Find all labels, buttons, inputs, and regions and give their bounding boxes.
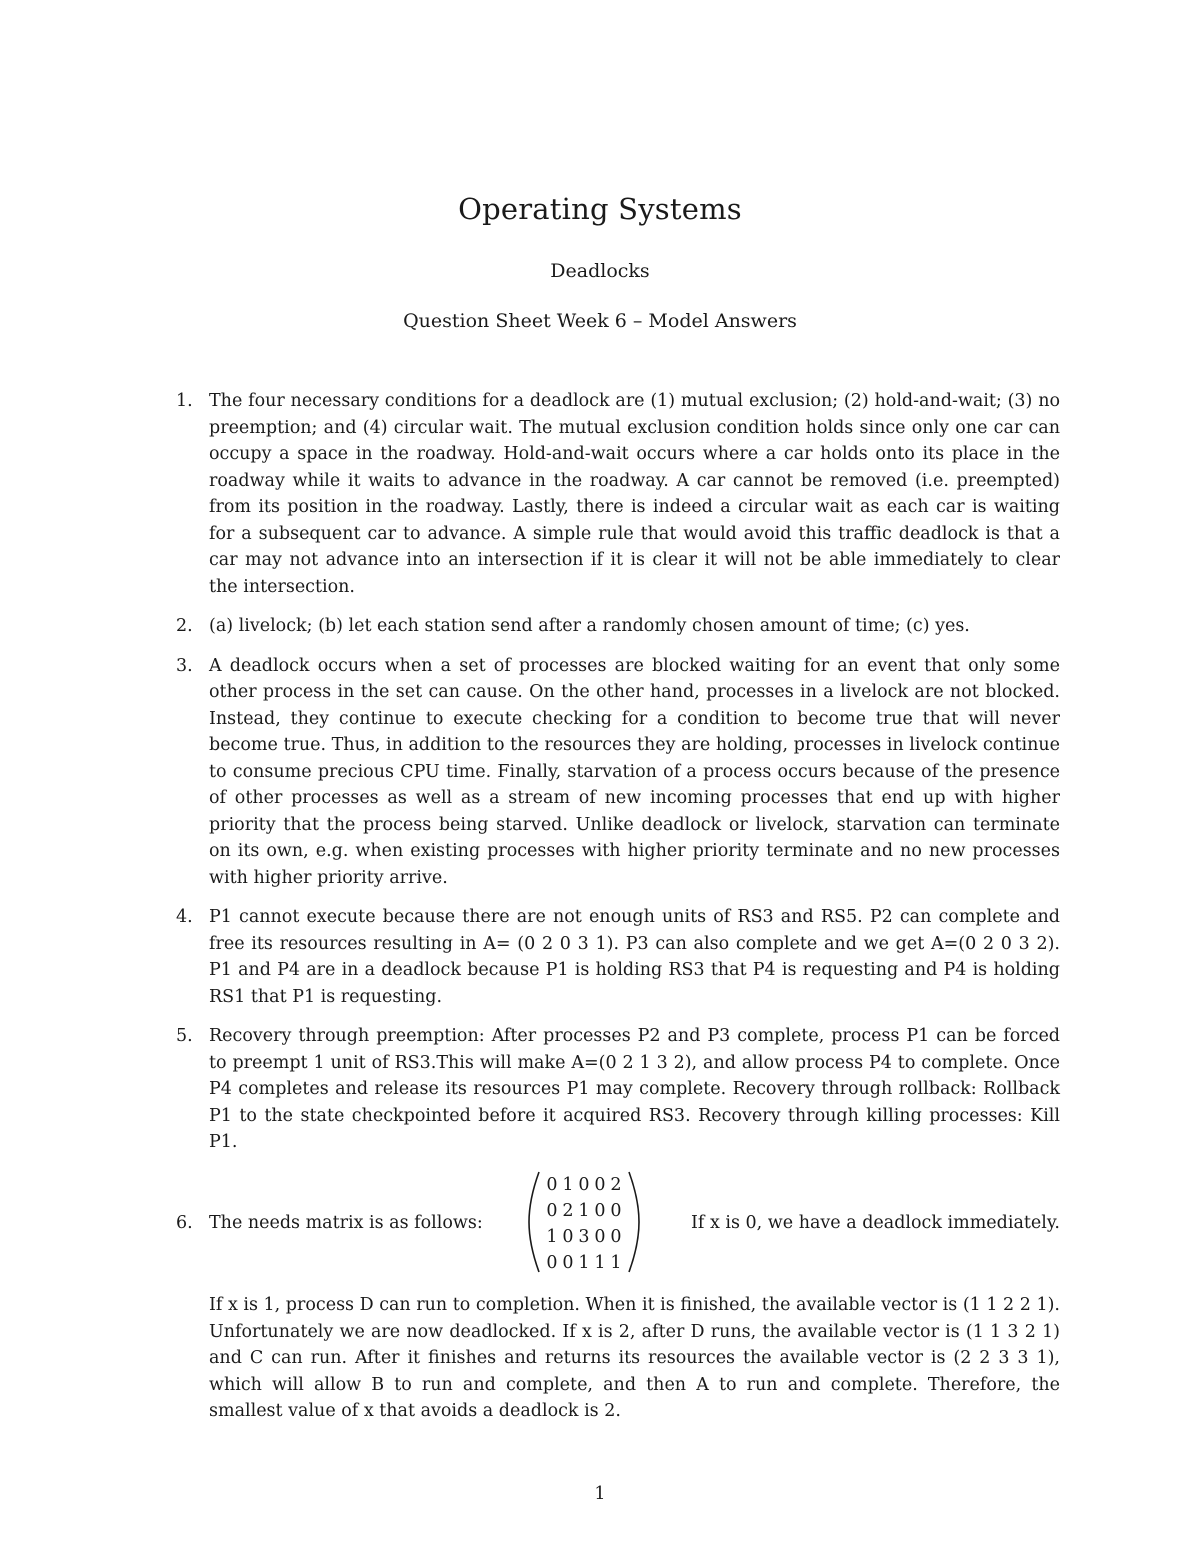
matrix-cell: 0 xyxy=(610,1200,622,1221)
answer-6-continuation xyxy=(174,1292,1060,1425)
matrix-row xyxy=(546,1250,622,1276)
matrix-cell: 2 xyxy=(562,1200,574,1221)
matrix-cell: 0 xyxy=(594,1200,606,1221)
matrix-cell: 0 xyxy=(562,1226,574,1247)
needs-matrix xyxy=(526,1170,642,1278)
matrix-cell: 0 xyxy=(546,1200,558,1221)
answer-text: If x is 1, process D can run to completion. When it is finished, the available vector is (1 1 2 2 1). Unfortunately we are now deadlocked. If x is 2, after D runs, the available vector is (1 1 3 2 1) and C can run. After it finishes and returns its resources the available vector is (2 2 3 3 1), which will allow B to run and complete, and then A to run and complete. Therefore, the smallest value of x that avoids a deadlock is 2. xyxy=(209,1295,1060,1421)
matrix-cell: 1 xyxy=(610,1252,622,1273)
matrix-cell: 0 xyxy=(610,1226,622,1247)
answer-text: Recovery through preemption: After processes P2 and P3 complete, process P1 can be forced to preempt 1 unit of RS3.This will make A=(0 2 1 3 2), and allow process P4 to complete. Once P4 completes and release its resources P1 may complete. Recovery through rollback: Rollback P1 to the state checkpointed before it acquired RS3. Recovery through killing processes: Kill P1. xyxy=(209,1026,1060,1152)
answer-text: A deadlock occurs when a set of processes are blocked waiting for an event that only some other process in the set can cause. On the other hand, processes in a livelock are not blocked. Instead, they continue to execute checking for a condition to become true that will never become true. Thus, in addition to the resources they are holding, processes in livelock continue to consume precious CPU time. Finally, starvation of a process occurs because of the presence of other processes as well as a stream of new incoming processes that end up with higher priority that the process being starved. Unlike deadlock or livelock, starvation can terminate on its own, e.g. when existing processes with higher priority terminate and no new processes with higher priority arrive. xyxy=(209,655,1060,888)
answer-number: 1. xyxy=(176,391,193,411)
answer-number: 2. xyxy=(176,616,193,636)
answer-item xyxy=(174,613,1060,640)
document-title: Operating Systems xyxy=(458,192,742,226)
matrix-cell: 0 xyxy=(562,1252,574,1273)
matrix-row xyxy=(546,1172,622,1198)
answer-number: 6. xyxy=(176,1212,193,1233)
matrix-body xyxy=(542,1170,626,1278)
answer-text: The four necessary conditions for a deadlock are (1) mutual exclusion; (2) hold-and-wait; (3) no preemption; and (4) circular wait. The mutual exclusion condition holds since only one car can occupy a space in the roadway. Hold-and-wait occurs where a car holds onto its place in the roadway while it waits to advance in the roadway. A car cannot be removed (i.e. preempted) from its position in the roadway. Lastly, there is indeed a circular wait as each car is waiting for a subsequent car to advance. A simple rule that would avoid this traffic deadlock is that a car may not advance into an intersection if it is clear it will not be able immediately to clear the intersection. xyxy=(209,391,1060,597)
answer-item xyxy=(174,653,1060,892)
answer-item xyxy=(174,904,1060,1010)
answer-item xyxy=(174,1023,1060,1156)
left-paren-icon xyxy=(526,1170,542,1274)
matrix-cell: 1 xyxy=(562,1174,574,1195)
answer-item-matrix xyxy=(174,1169,1060,1279)
matrix-cell: 0 xyxy=(594,1226,606,1247)
answer-number: 4. xyxy=(176,907,193,927)
answer-number: 3. xyxy=(176,655,193,676)
matrix-cell: 0 xyxy=(546,1252,558,1273)
matrix-after-text: If x is 0, we have a deadlock immediately. xyxy=(691,1213,1060,1234)
answers-list xyxy=(174,388,1060,1279)
matrix-cell: 1 xyxy=(578,1200,590,1221)
matrix-cell: 3 xyxy=(578,1226,590,1247)
matrix-cell: 1 xyxy=(594,1252,606,1273)
matrix-row xyxy=(546,1224,622,1250)
matrix-cell: 2 xyxy=(610,1174,622,1195)
answer-text: (a) livelock; (b) let each station send after a randomly chosen amount of time; (c) yes. xyxy=(209,616,970,636)
answer-text: P1 cannot execute because there are not enough units of RS3 and RS5. P2 can complete and free its resources resulting in A= (0 2 0 3 1). P3 can also complete and we get A=(0 2 0 3 2). P1 and P4 are in a deadlock because P1 is holding RS3 that P4 is requesting and P4 is holding RS1 that P1 is requesting. xyxy=(209,907,1060,1007)
matrix-cell: 0 xyxy=(546,1174,558,1195)
right-paren-icon xyxy=(626,1170,642,1274)
matrix-cell: 0 xyxy=(594,1174,606,1195)
matrix-cell: 0 xyxy=(578,1174,590,1195)
matrix-line xyxy=(176,1169,1060,1279)
answer-number: 5. xyxy=(176,1026,193,1046)
matrix-cell: 1 xyxy=(578,1252,590,1273)
document-subtitle: Deadlocks xyxy=(550,260,650,282)
matrix-cell: 1 xyxy=(546,1226,558,1247)
answer-item xyxy=(174,388,1060,600)
page-number: 1 xyxy=(594,1484,606,1504)
matrix-row xyxy=(546,1198,622,1224)
sheet-label: Question Sheet Week 6 – Model Answers xyxy=(403,310,797,332)
matrix-lead-text: The needs matrix is as follows: xyxy=(209,1213,483,1234)
